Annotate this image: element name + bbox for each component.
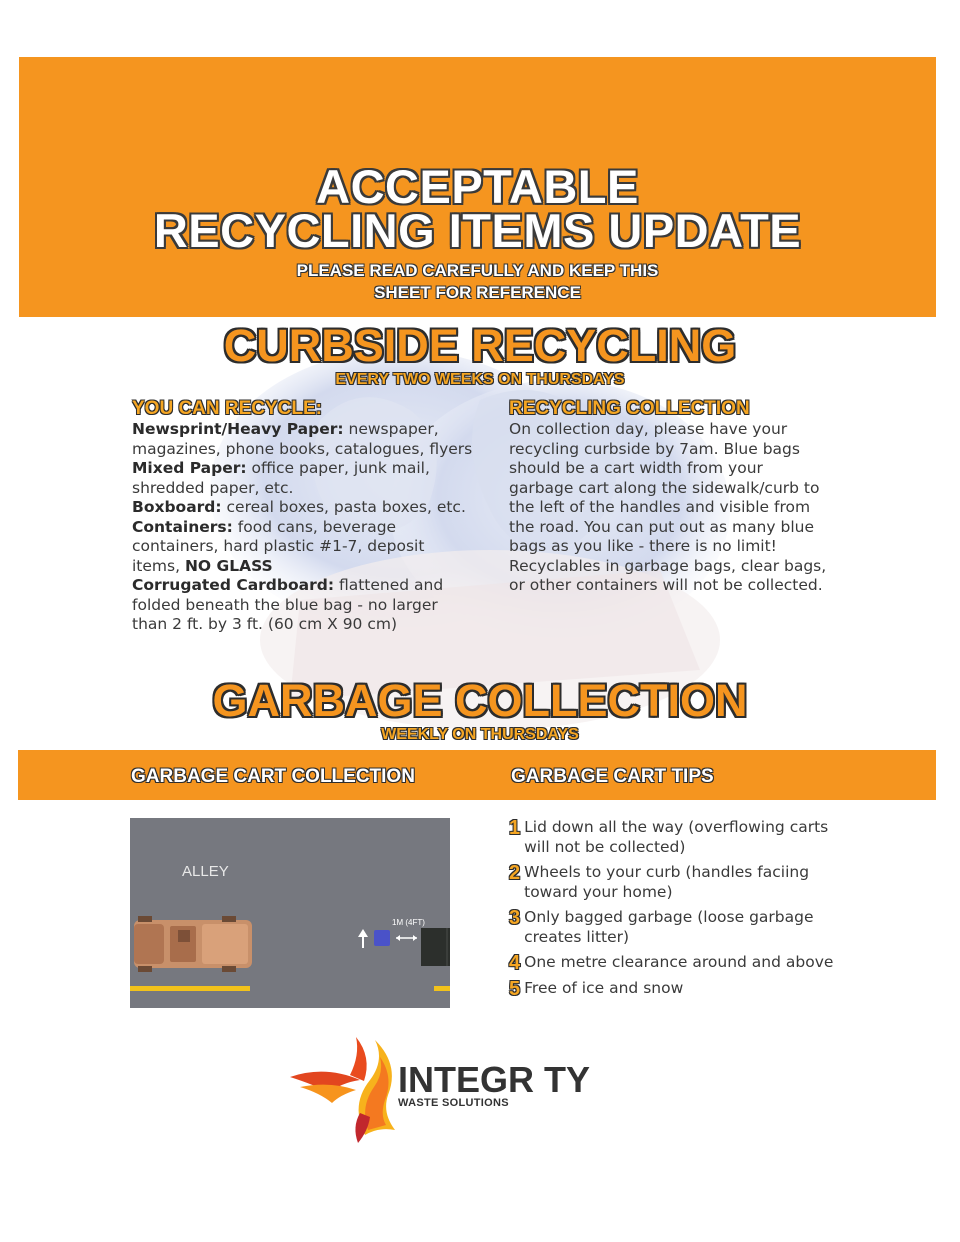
cart-placement-diagram (130, 818, 450, 1008)
tip-number: 3 (509, 907, 521, 929)
page-subtitle (19, 260, 936, 304)
tip-number: 2 (509, 862, 521, 884)
tip-text: One metre clearance around and above (524, 953, 834, 971)
alley-label: ALLEY (182, 863, 229, 880)
logo-wordmark: INTEGR TY (398, 1059, 591, 1100)
list-item: Boxboard: cereal boxes, pasta boxes, etc. (132, 498, 466, 516)
list-item (509, 863, 839, 902)
curbside-recycling-title: CURBSIDE RECYCLING (223, 320, 737, 371)
blue-bag-icon (374, 930, 390, 946)
page-title-line1: ACCEPTABLE (316, 160, 639, 213)
page-subtitle-line2: SHEET FOR REFERENCE (374, 283, 581, 302)
recycling-collection-heading: RECYCLING COLLECTION (509, 398, 750, 419)
you-can-recycle-heading: YOU CAN RECYCLE: (132, 398, 323, 419)
garbage-cart-tips-heading: GARBAGE CART TIPS (511, 766, 714, 787)
curbside-recycling-schedule: EVERY TWO WEEKS ON THURSDAYS (335, 371, 625, 388)
garbage-collection-schedule: WEEKLY ON THURSDAYS (381, 726, 579, 743)
tip-text: Lid down all the way (overflowing carts will not be collected) (524, 818, 829, 856)
list-item: Newsprint/Heavy Paper: newspaper, magazines, phone books, catalogues, flyers (132, 420, 473, 458)
recycling-collection-text: On collection day, please have your recycling curbside by 7am. Blue bags should be a cart width from your garbage cart along the sidewalk/curb to the left of the handles and visible from the road. You can put out as many blue bags as you like - there is no limit! Recyclables in garbage bags, clear bags, or other containers will not be collected. (509, 420, 827, 594)
truck-icon (134, 916, 252, 972)
garbage-collection-title: GARBAGE COLLECTION (212, 675, 748, 726)
page-subtitle-line1: PLEASE READ CAREFULLY AND KEEP THIS (296, 261, 659, 280)
curb-line (434, 986, 450, 991)
list-item: Containers: food cans, beverage containers, hard plastic #1-7, deposit items, NO GLASS (132, 517, 425, 575)
flame-bird-icon (290, 1035, 410, 1145)
garbage-cart-icon (421, 928, 450, 966)
tip-text: Free of ice and snow (524, 979, 684, 997)
list-item: Mixed Paper: office paper, junk mail, shredded paper, etc. (132, 459, 430, 497)
garbage-cart-collection-heading: GARBAGE CART COLLECTION (131, 766, 415, 787)
garbage-cart-tips-list (509, 818, 839, 1005)
alley-diagram-graphic (130, 818, 450, 1008)
curb-line (130, 986, 250, 991)
tip-number: 4 (509, 952, 521, 974)
logo-tagline: WASTE SOLUTIONS (398, 1097, 509, 1109)
title-banner (19, 57, 936, 317)
tip-number: 5 (509, 978, 521, 1000)
integrity-waste-solutions-logo (290, 1035, 620, 1145)
list-item (509, 908, 839, 947)
tip-text: Wheels to your curb (handles faciing toward your home) (524, 863, 810, 901)
page-title (19, 160, 936, 257)
recyclable-items-list (132, 420, 477, 635)
list-item (509, 818, 839, 857)
tip-text: Only bagged garbage (loose garbage creates litter) (524, 908, 814, 946)
list-item: Corrugated Cardboard: flattened and folded beneath the blue bag - no larger than 2 ft. by 3 ft. (60 cm X 90 cm) (132, 576, 444, 633)
clearance-label: 1M (4FT) (392, 918, 425, 927)
tip-number: 1 (509, 817, 521, 839)
page-title-line2: RECYCLING ITEMS UPDATE (153, 204, 802, 257)
list-item (509, 979, 839, 999)
list-item (509, 953, 839, 973)
